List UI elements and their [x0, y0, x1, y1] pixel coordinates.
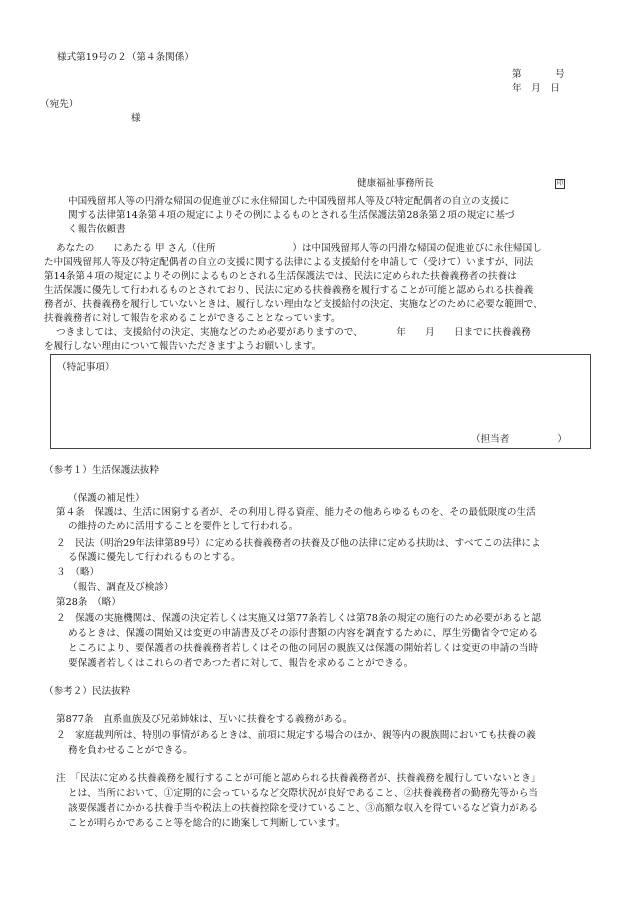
- ref1-art28-2-line-3: ところにより、要保護者の扶養義務者若しくはその他の同居の親族又は保護の開始若しくは変更の申請の当時: [68, 643, 539, 654]
- ref1-art28: 第28条 （略）: [56, 597, 121, 608]
- special-notes-label: （特記事項）: [57, 362, 115, 373]
- official-seal-mark: 印: [556, 180, 563, 187]
- note-line-3: 該要保護者にかかる扶養手当や税法上の扶養控除を受けていること、③高額な収入を得ているなど資力がある: [68, 803, 539, 814]
- body-p1-line-6: 扶養義務者に対して報告を求めることができることとなっています。: [44, 313, 341, 324]
- sender-name: 健康福祉事務所長: [357, 178, 434, 189]
- ref1-art4-2-line-1: ２ 民法（明治29年法律第89号）に定める扶養義務者の扶養及び他の法律に定める扶助は、すべてこの法律によ: [56, 538, 541, 549]
- ref2-art877: 第877条 直系血族及び兄弟姉妹は、互いに扶養をする義務がある。: [56, 714, 353, 725]
- ref2-art877-2-line-2: 務を負わせることができる。: [68, 745, 193, 756]
- note-line-4: ことが明らかであること等を総合的に勘案して判断しています。: [68, 818, 346, 829]
- ref1-art28-2-line-4: 要保護者若しくはこれらの者であつた者に対して、報告を求めることができる。: [68, 658, 414, 669]
- body-p1-line-4: 生活保護に優先して行われるものとされており、民法に定める扶養義務を履行することが可能と認められる扶養義: [44, 285, 534, 296]
- ref1-art4-3: ３ （略）: [56, 567, 100, 578]
- issue-date: 年 月 日: [512, 83, 560, 94]
- ref1-heading: （参考１）生活保護法抜粋: [44, 465, 160, 476]
- title-line-1: 中国残留邦人等の円滑な帰国の促進並びに永住帰国した中国残留邦人等及び特定配偶者の自立の支援に: [68, 196, 510, 207]
- body-p2-line-2: を履行しない理由について報告いただきますようお願いします。: [44, 341, 322, 352]
- body-p2-line-1: つきましては、支援給付の決定、実施などのため必要がありますので、 年 月 日までに扶養義務: [56, 327, 531, 338]
- body-p1-line-3: 第14条第４項の規定によりその例によるものとされる生活保護法では、民法に定められた扶養義務者の扶養は: [44, 271, 517, 282]
- addressee-honorific: 様: [131, 113, 141, 124]
- person-in-charge: （担当者 ）: [471, 434, 567, 445]
- ref1-art4-line-2: の維持のために活用することを要件として行われる。: [68, 521, 299, 532]
- note-line-2: とは、当所において、①定期的に会っているなど交際状況が良好であること、②扶養義務者の勤務先等から当: [68, 788, 538, 799]
- body-p1-line-5: 務者が、扶養義務を履行していないときは、履行しない理由など支援給付の決定、実施などのために必要な範囲で、: [44, 299, 543, 310]
- body-p1-line-1: あなたの にあたる 甲 さん（住所 ）は中国残留邦人等の円滑な帰国の促進並びに永住帰国し: [56, 243, 542, 254]
- ref1-subheading-report: （報告、調査及び検診）: [68, 582, 174, 593]
- form-number: 様式第19号の２（第４条関係）: [57, 52, 194, 63]
- addressee-label: （宛先）: [40, 99, 79, 110]
- doc-number-suffix: 号: [555, 69, 565, 80]
- ref1-art4-line-1: 第４条 保護は、生活に困窮する者が、その利用し得る資産、能力その他あらゆるものを、その最低限度の生活: [56, 507, 536, 518]
- body-p1-line-2: た中国残留邦人等及び特定配偶者の自立の支援に関する法律による支援給付を申請して（受けて）いますが、同法: [44, 257, 534, 268]
- ref1-art28-2-line-2: めるときは、保護の開始又は変更の申請書及びその添付書類の内容を調査するために、厚生労働省令で定める: [68, 628, 539, 639]
- doc-number-prefix: 第: [512, 69, 522, 80]
- ref2-heading: （参考２）民法抜粋: [44, 686, 131, 697]
- special-notes-box[interactable]: [50, 354, 591, 449]
- ref1-art4-2-line-2: る保護に優先して行われるものとする。: [68, 552, 241, 563]
- ref1-subheading-supplement: （保護の補足性）: [68, 493, 145, 504]
- title-line-3: く報告依頼書: [68, 224, 126, 235]
- ref1-art28-2-line-1: ２ 保護の実施機関は、保護の決定若しくは実施又は第77条若しくは第78条の規定の施行のため必要があると認: [56, 613, 541, 624]
- ref2-art877-2-line-1: ２ 家庭裁判所は、特別の事情があるときは、前項に規定する場合のほか、親等内の親族間においても扶養の義: [56, 730, 536, 741]
- title-line-2: 関する法律第14条第４項の規定によりその例によるものとされる生活保護法第28条第２項の規定に基づ: [68, 210, 515, 221]
- note-line-1: 注 「民法に定める扶養義務を履行することが可能と認められる扶養義務者が、扶養義務を履行していないとき」: [56, 773, 541, 784]
